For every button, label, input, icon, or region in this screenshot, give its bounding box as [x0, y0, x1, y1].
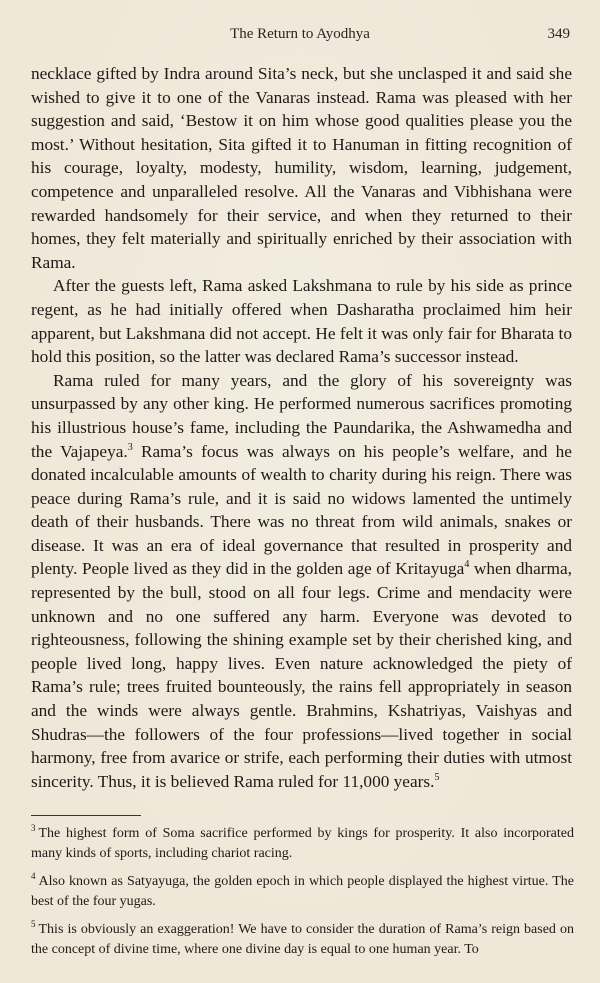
footnote-text: This is obviously an exaggeration! We have to consider the duration of Rama’s reign based on the concept of divine time, where one divine day is equal to one human year. To [31, 922, 574, 957]
body-text [31, 62, 572, 793]
footnote-marker: 3 [31, 823, 36, 834]
running-header [0, 26, 600, 46]
chapter-title: The Return to Ayodhya [230, 26, 370, 42]
footnote [31, 824, 574, 864]
footnote-ref: 4 [464, 559, 470, 571]
paragraph-text: Rama ruled for many years, and the glory of his sovereignty was unsurpassed by any other king. He performed numerous sacrifices promoting his illustrious house’s fame, including the Paundarika, the Ashwamedha and the Vajapeya. [31, 370, 572, 461]
footnote [31, 920, 574, 960]
footnote [31, 872, 574, 912]
footnote-ref: 5 [434, 772, 440, 784]
footnote-text: Also known as Satyayuga, the golden epoch in which people displayed the highest virtue. The best of the four yugas. [31, 874, 574, 909]
paragraph [31, 369, 572, 794]
footnote-ref: 3 [127, 441, 133, 453]
footnotes [31, 824, 574, 968]
footnote-marker: 5 [31, 919, 36, 930]
footnote-divider [31, 815, 141, 816]
page-number: 349 [547, 26, 570, 42]
paragraph-text: Rama’s focus was always on his people’s welfare, and he donated incalculable amounts of wealth to charity during his reign. There was peace during Rama’s rule, and it is said no widows lamented the untimely death of their husbands. There was no threat from wild animals, snakes or disease. It was an era of ideal governance that resulted in prosperity and plenty. People lived as they did in the golden age of Kritayuga [31, 441, 572, 579]
footnote-marker: 4 [31, 871, 36, 882]
paragraph: After the guests left, Rama asked Lakshmana to rule by his side as prince regent, as he had initially offered when Dasharatha proclaimed him heir apparent, but Lakshmana did not accept. He felt it was only fair for Bharata to hold this position, so the latter was declared Rama’s successor instead. [31, 276, 572, 367]
paragraph-text: when dharma, represented by the bull, stood on all four legs. Crime and mendacity were unknown and no one suffered any harm. Everyone was devoted to righteousness, following the shining example set by their cherished king, and people lived long, happy lives. Even nature acknowledged the piety of Rama’s rule; trees fruited bounteously, the rains fell appropriately in season and the winds were always gentle. Brahmins, Kshatriyas, Vaishyas and Shudras—the followers of the four professions—lived together in social harmony, free from avarice or strife, each performing their duties with utmost sincerity. Thus, it is believed Rama ruled for 11,000 years. [31, 559, 572, 791]
paragraph: necklace gifted by Indra around Sita’s neck, but she unclasped it and said she wished to give it to one of the Vanaras instead. Rama was pleased with her suggestion and said, ‘Bestow it on him whose good qualities please you the most.’ Without hesitation, Sita gifted it to Hanuman in fitting recognition of his courage, loyalty, modesty, humility, wisdom, learning, judgement, competence and unparalleled resolve. All the Vanaras and Vibhishana were rewarded handsomely for their service, and when they returned to their homes, they felt materially and spiritually enriched by their association with Rama. [31, 64, 572, 272]
footnote-text: The highest form of Soma sacrifice performed by kings for prosperity. It also incorporated many kinds of sports, including chariot racing. [31, 826, 574, 861]
